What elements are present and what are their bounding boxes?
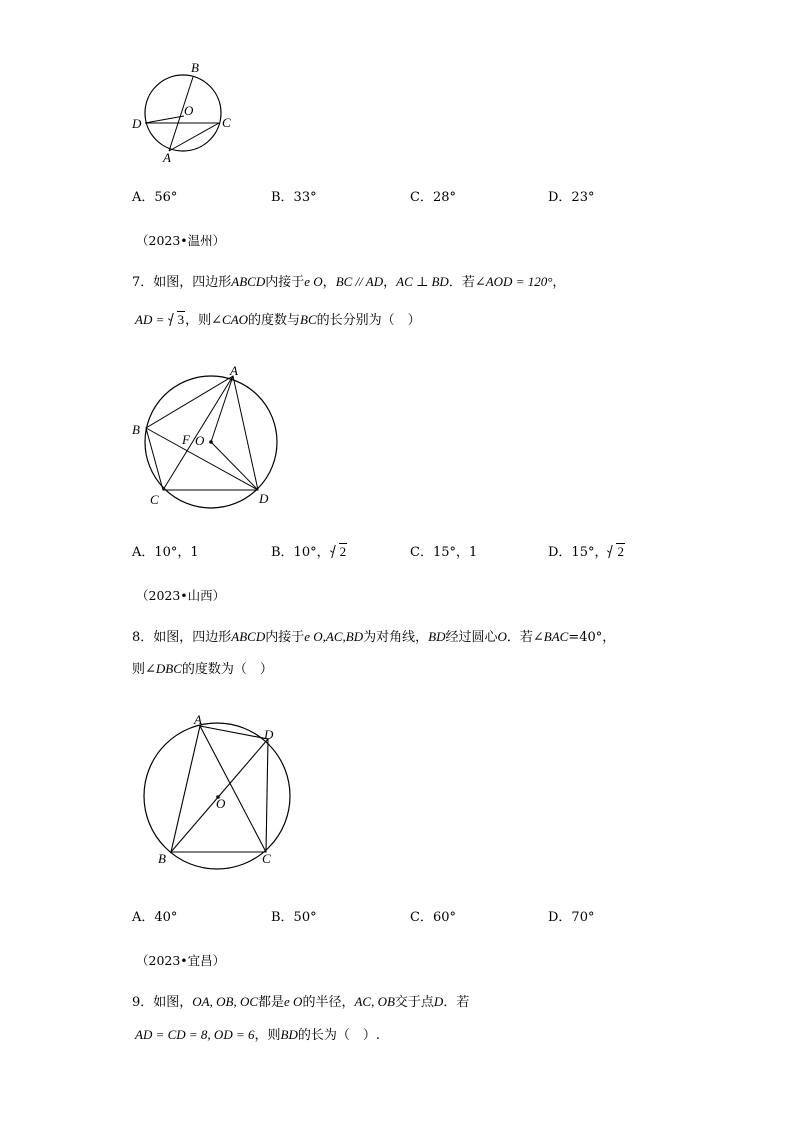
q7-option-b-text: B．10°，	[271, 545, 330, 560]
q8-figure	[134, 706, 294, 872]
q6-circle-diagram	[128, 58, 248, 168]
q9-math: D	[433, 994, 444, 1009]
q9-text: 的半径，	[302, 995, 355, 1010]
q7-option-a[interactable]	[132, 541, 199, 560]
q6-option-a[interactable]: A．56°	[132, 190, 178, 205]
q8-text: 为对角线，	[363, 630, 429, 645]
q8-math: BD	[428, 629, 446, 644]
q8-math: O	[497, 629, 507, 644]
q7-label-b: B	[132, 422, 140, 437]
sqrt-symbol	[607, 544, 625, 560]
q7-text: ，则	[185, 313, 212, 328]
q8-question-line1	[132, 629, 615, 646]
q7-option-c[interactable]	[410, 541, 477, 560]
q8-circle-diagram	[134, 706, 294, 872]
q7-option-a-text: A．10°，1	[132, 545, 199, 560]
q7-option-d-text: D．15°，	[548, 545, 608, 560]
q8-option-b[interactable]: B．50°	[271, 910, 317, 925]
q7-option-c-text: C．15°，1	[410, 545, 478, 560]
q7-math: BC	[300, 312, 317, 327]
q8-option-c[interactable]: C．60°	[410, 910, 456, 925]
q8-option-a[interactable]: A．40°	[132, 910, 178, 925]
q7-text: ，	[322, 275, 336, 290]
q9-math: AC, OB	[354, 994, 395, 1009]
sqrt-value: 2	[339, 544, 347, 559]
q7-math: e O	[304, 274, 323, 289]
q6-figure	[128, 58, 248, 168]
q7-text: ，	[552, 275, 566, 290]
q9-question-line1	[132, 994, 469, 1011]
q7-text: ．若	[448, 275, 475, 290]
q8-text: 内接于	[265, 630, 305, 645]
q8-text: 8．如图，四边形	[132, 630, 232, 645]
q7-source: （2023•温州）	[136, 233, 226, 248]
q7-math: AD =	[135, 312, 168, 327]
q7-math: ABCD	[231, 274, 266, 289]
q9-text: 都是	[258, 995, 285, 1010]
q6-label-c: C	[222, 115, 231, 130]
q6-label-b: B	[191, 60, 199, 75]
q8-math: ∠DBC	[145, 661, 182, 676]
q8-text: ．若	[506, 630, 533, 645]
q9-math: e O	[284, 994, 303, 1009]
q7-label-f: F	[182, 432, 190, 447]
q9-text: ．若	[443, 995, 470, 1010]
sqrt-value: 3	[177, 312, 185, 327]
q7-text: 的长分别为（ ）	[316, 313, 421, 328]
q9-text: 交于点	[394, 995, 434, 1010]
q6-label-o: O	[184, 103, 194, 118]
q9-source: （2023•宜昌）	[136, 953, 226, 968]
q8-label-b: B	[158, 851, 166, 866]
q6-option-c[interactable]: C．28°	[410, 190, 456, 205]
q8-label-a: A	[194, 712, 202, 727]
q7-math: ∠CAO	[211, 312, 249, 327]
q8-math: ABCD	[231, 629, 266, 644]
q6-option-b[interactable]: B．33°	[271, 190, 317, 205]
q8-label-c: C	[262, 851, 271, 866]
q9-math: OA, OB, OC	[192, 994, 258, 1009]
q7-label-o: O	[195, 433, 205, 448]
q7-math: BC // AD	[335, 274, 384, 289]
q7-label-a: A	[230, 363, 238, 378]
q9-math: AD = CD = 8, OD = 6	[135, 1027, 255, 1042]
q6-option-d[interactable]: D．23°	[548, 190, 595, 205]
q7-option-b[interactable]	[271, 541, 347, 560]
q8-label-d: D	[264, 727, 274, 742]
q7-question-line2	[135, 312, 421, 329]
q9-question-line2	[135, 1027, 380, 1044]
q8-text: 的度数为（ ）	[181, 662, 273, 677]
q7-circle-diagram	[126, 360, 286, 520]
q8-text: 经过圆心	[445, 630, 498, 645]
q7-text: 7．如图，四边形	[132, 275, 232, 290]
q7-text: 的度数与	[248, 313, 301, 328]
sqrt-symbol	[168, 312, 186, 329]
q7-text: 内接于	[265, 275, 305, 290]
q7-question-line1	[132, 274, 565, 291]
q8-text: =40°，	[568, 630, 616, 645]
sqrt-symbol	[330, 544, 348, 560]
q7-option-d[interactable]	[548, 541, 625, 560]
q8-question-line2	[132, 661, 273, 678]
q8-math: ∠BAC	[532, 629, 569, 644]
q7-math: AC ⊥ BD	[396, 274, 449, 289]
q9-text: 9．如图，	[132, 995, 193, 1010]
q8-source: （2023•山西）	[136, 588, 226, 603]
q6-label-a: A	[163, 150, 171, 165]
q8-label-o: O	[216, 796, 226, 811]
q7-text: ，	[383, 275, 397, 290]
q9-text: ，则	[254, 1028, 281, 1043]
q7-figure	[126, 360, 286, 520]
q7-math: ∠AOD = 120°	[474, 274, 553, 289]
sqrt-value: 2	[617, 544, 624, 559]
q8-math: e O,AC,BD	[304, 629, 364, 644]
q8-option-d[interactable]: D．70°	[548, 910, 595, 925]
q9-math: BD	[280, 1027, 298, 1042]
q7-label-d: D	[259, 491, 269, 506]
q8-text: 则	[132, 662, 146, 677]
q7-label-c: C	[150, 492, 159, 507]
q6-label-d: D	[132, 116, 142, 131]
q9-text: 的长为（ ）.	[297, 1028, 380, 1043]
